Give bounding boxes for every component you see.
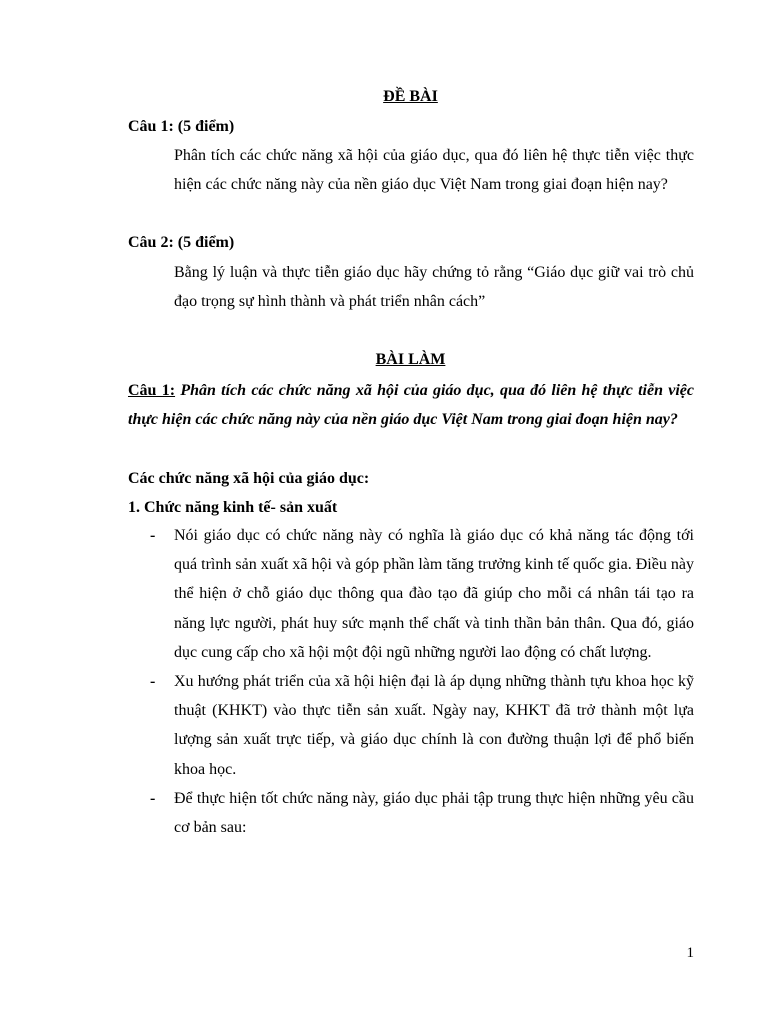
- list-item: [0, 667, 768, 784]
- section-heading: Các chức năng xã hội của giáo dục:: [128, 470, 370, 487]
- question-2-heading: Câu 2: (5 điểm): [128, 234, 235, 251]
- bullet-text: Nói giáo dục có chức năng này có nghĩa là giáo dục có khả năng tác động tới quá trình sản xuất xã hội và góp phần làm tăng trưởng kinh tế quốc gia. Điều này thể hiện ở chỗ giáo dục thông qua đào tạo đã giúp cho mỗi cá nhân tái tạo ra năng lực người, phát huy sức mạnh thể chất và tinh thần bản thân. Qua đó, giáo dục cung cấp cho xã hội một đội ngũ những người lao động có chất lượng.: [174, 527, 694, 661]
- bullet-marker: -: [150, 789, 156, 807]
- answer-question: [128, 376, 694, 434]
- answer-question-label: Câu 1:: [128, 382, 176, 399]
- bullet-text: Xu hướng phát triển của xã hội hiện đại là áp dụng những thành tựu khoa học kỹ thuật (KHKT) vào thực tiễn sản xuất. Ngày nay, KHKT đã trở thành một lựa lượng sản xuất trực tiếp, và giáo dục chính là con đường thuận lợi để phổ biến khoa học.: [174, 673, 694, 778]
- list-item: [0, 784, 768, 842]
- bullet-marker: -: [150, 527, 156, 544]
- question-2-text: Bằng lý luận và thực tiễn giáo dục hãy chứng tỏ rằng “Giáo dục giữ vai trò chủ đạo trọng sự hình thành và phát triển nhân cách”: [174, 264, 694, 311]
- subsection-heading: 1. Chức năng kinh tế- sản xuất: [128, 499, 338, 516]
- question-1-heading: Câu 1: (5 điểm): [128, 118, 235, 135]
- list-item: [0, 521, 768, 667]
- exam-title: ĐỀ BÀI: [383, 88, 438, 105]
- page-number: 1: [686, 945, 694, 961]
- bullet-text: Để thực hiện tốt chức năng này, giáo dục phải tập trung thực hiện những yêu cầu cơ bản sau:: [174, 789, 694, 837]
- answer-title: BÀI LÀM: [375, 351, 446, 368]
- question-1-text: Phân tích các chức năng xã hội của giáo dục, qua đó liên hệ thực tiễn việc thực hiện các chức năng này của nền giáo dục Việt Nam trong giai đoạn hiện nay?: [174, 147, 694, 194]
- bullet-list: [0, 521, 768, 842]
- bullet-marker: -: [150, 673, 156, 691]
- answer-question-text: Phân tích các chức năng xã hội của giáo dục, qua đó liên hệ thực tiễn việc thực hiện các chức năng này của nền giáo dục Việt Nam trong giai đoạn hiện nay?: [128, 382, 695, 429]
